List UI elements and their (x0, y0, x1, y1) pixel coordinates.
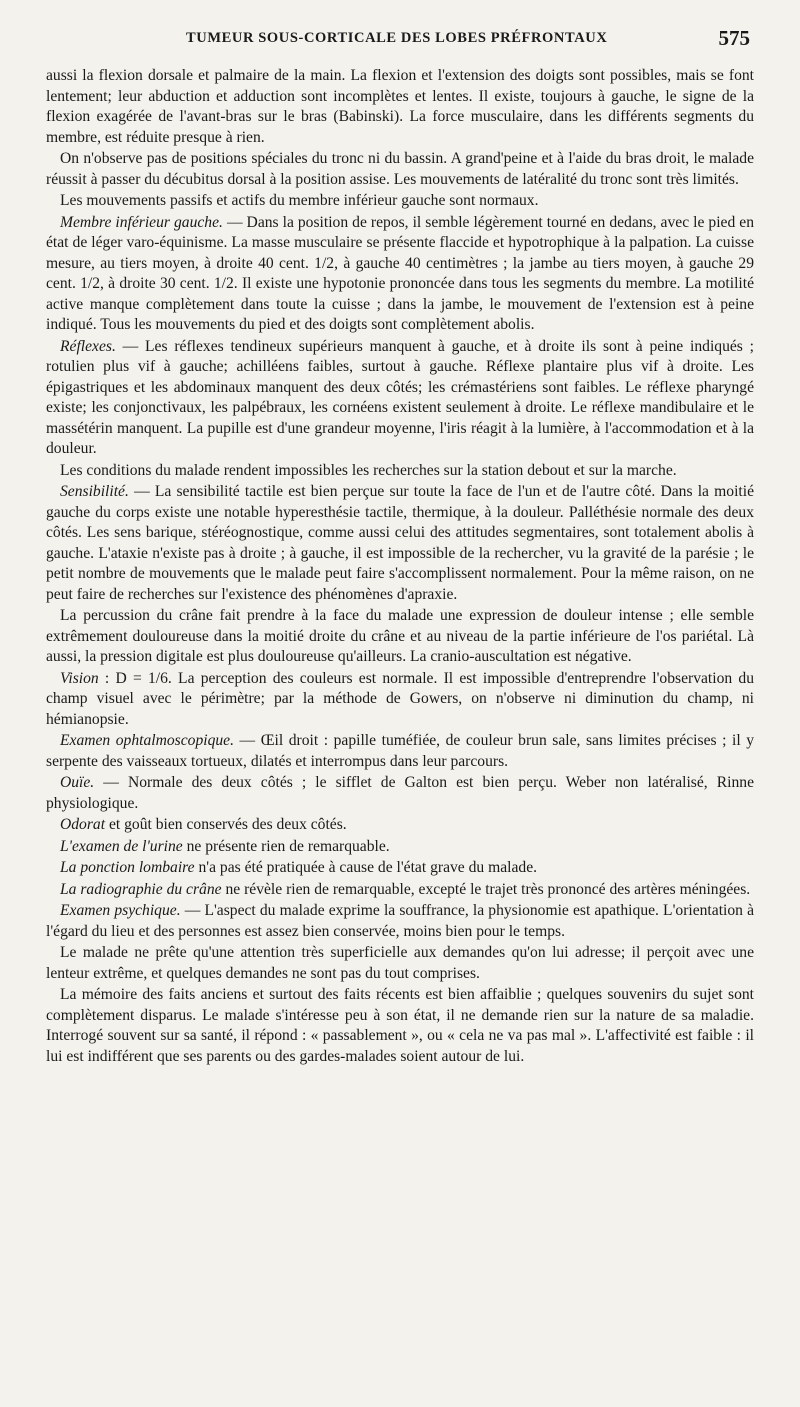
paragraph: Les mouvements passifs et actifs du membre inférieur gauche sont normaux. (60, 192, 539, 209)
page-header (46, 26, 754, 56)
paragraph: La radiographie du crâne ne révèle rien de remarquable, excepté le trajet très prononcé des artères méningées. (60, 880, 751, 898)
section-lead: Examen ophtalmoscopique. (60, 732, 235, 749)
section-lead: Sensibilité. (60, 483, 129, 500)
paragraph: Ouïe. — Normale des deux côtés ; le sifflet de Galton est bien perçu. Weber non latéralisé, Rinne physiologique. (46, 774, 754, 812)
body-text (46, 66, 754, 1067)
section-lead: Ouïe. (60, 774, 95, 791)
section-lead: Examen psychique. (60, 902, 181, 919)
document-page (46, 26, 754, 1067)
section-lead: La ponction lombaire (60, 859, 195, 876)
paragraph: Examen psychique. — L'aspect du malade exprime la souffrance, la physionomie est apathique. L'orientation à l'égard du lieu et des personnes est assez bien conservée, moins bien pour le temps. (46, 902, 754, 940)
section-lead: Réflexes. (60, 337, 116, 355)
section-lead: Odorat (60, 816, 106, 833)
paragraph: La mémoire des faits anciens et surtout des faits récents est bien affaiblie ; quelques souvenirs du sujet sont complètement disparus. Le malade s'intéresse peu à son état, il ne demande rien sur la nature de sa maladie. Interrogé souvent sur sa santé, il répond : « passablement », ou « cela ne va pas mal ». L'affectivité est faible : il lui est indifférent que ses parents ou des gardes-malades soient autour de lui. (46, 986, 754, 1065)
paragraph: Examen ophtalmoscopique. — Œil droit : papille tuméfiée, de couleur brun sale, sans limites précises ; il y serpente des vaisseaux tortueux, dilatés et interrompus dans leur parcours. (46, 732, 754, 770)
paragraph: La ponction lombaire n'a pas été pratiquée à cause de l'état grave du malade. (60, 859, 538, 876)
paragraph: Les conditions du malade rendent impossibles les recherches sur la station debout et sur la marche. (60, 461, 677, 479)
section-lead: Membre inférieur gauche. (60, 213, 223, 231)
paragraph: Odorat et goût bien conservés des deux côtés. (60, 816, 347, 833)
paragraph: Réflexes. — Les réflexes tendineux supérieurs manquent à gauche, et à droite ils sont à peine indiqués ; rotulien plus vif à gauche; achilléens faibles, surtout à gauche. Réflexe plantaire plus vif à droite. Les épigastriques et les abdominaux manquent des deux côtés; les crémastériens sont faibles. Le réflexe pharyngé existe; les conjonctivaux, les palpébraux, les cornéens existent seulement à droite. Le réflexe mandibulaire et le massétérin manquent. La pupille est d'une grandeur moyenne, l'iris réagit à la lumière, à l'accommodation et à la douleur. (46, 337, 754, 457)
paragraph: Vision : D = 1/6. La perception des couleurs est normale. Il est impossible d'entreprendre l'observation du champ visuel avec le périmètre; par la méthode de Gowers, on n'observe ni diminution du champ, ni hémianopsie. (46, 669, 754, 728)
paragraph: Le malade ne prête qu'une attention très superficielle aux demandes qu'on lui adresse; il perçoit avec une lenteur extrême, et quelques demandes ne sont pas du tout comprises. (46, 944, 754, 982)
page-number: 575 (718, 26, 750, 50)
running-title: TUMEUR SOUS-CORTICALE DES LOBES PRÉFRONTAUX (186, 30, 608, 46)
paragraph: La percussion du crâne fait prendre à la face du malade une expression de douleur intense ; elle semble extrêmement douloureuse dans la moitié droite du crâne et au niveau de la partie inférieure de l'os pariétal. Là aussi, la pression digitale est plus douloureuse qu'ailleurs. La cranio-auscultation est négative. (46, 607, 754, 665)
paragraph: On n'observe pas de positions spéciales du tronc ni du bassin. A grand'peine et à l'aide du bras droit, le malade réussit à passer du décubitus dorsal à la position assise. Les mouvements de latéralité du tronc sont très limités. (46, 150, 754, 188)
section-lead: La radiographie du crâne (60, 880, 222, 898)
section-lead: L'examen de l'urine (60, 837, 183, 855)
paragraph: Membre inférieur gauche. — Dans la position de repos, il semble légèrement tourné en dedans, avec le pied en état de léger varo-équinisme. La masse musculaire se présente flaccide et hypotrophique à la palpation. La cuisse mesure, au tiers moyen, à droite 40 cent. 1/2, à gauche 40 centimètres ; la jambe au tiers moyen, à gauche 29 cent. 1/2, à droite 30 cent. 1/2. Il existe une hypotonie prononcée dans tous les segments du membre. La motilité active manque complètement dans toute la cuisse ; dans la jambe, le mouvement de l'extension est à peine indiqué. Tous les mouvements du pied et des doigts sont complètement abolis. (46, 213, 754, 333)
paragraph: L'examen de l'urine ne présente rien de remarquable. (60, 837, 390, 855)
paragraph: aussi la flexion dorsale et palmaire de la main. La flexion et l'extension des doigts sont possibles, mais se font lentement; leur abduction et adduction sont incomplètes et lentes. Il existe, toujours à gauche, le signe de la flexion exagérée de l'avant-bras sur le bras (Babinski). La force musculaire, dans les différents segments du membre, est réduite presque à rien. (46, 67, 754, 146)
paragraph: Sensibilité. — La sensibilité tactile est bien perçue sur toute la face de l'un et de l'autre côté. Dans la moitié gauche du corps existe une notable hyperesthésie tactile, thermique, à la douleur. Palléthésie normale des deux côtés. Les sens barique, stéréognostique, comme aussi celui des attitudes segmentaires, sont totalement abolis à gauche. L'ataxie n'existe pas à droite ; à gauche, il est impossible de la rechercher, vu la gravité de la parésie ; le petit nombre de mouvements que le malade peut faire s'accomplissent normalement. Pour la même raison, on ne peut faire de recherches sur l'existence des phénomènes d'apraxie. (46, 483, 754, 603)
section-lead: Vision (60, 669, 99, 687)
